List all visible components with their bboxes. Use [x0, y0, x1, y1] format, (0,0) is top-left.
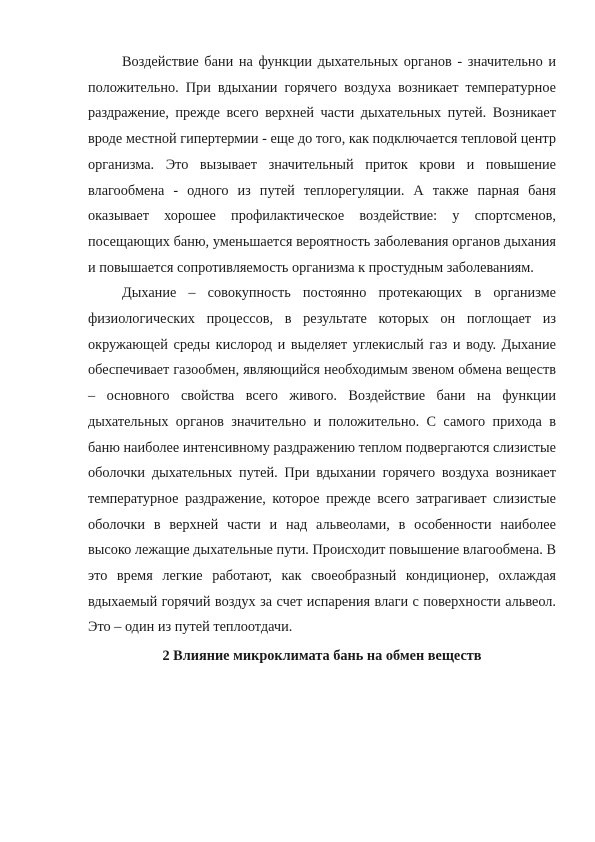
section-heading: 2 Влияние микроклимата бань на обмен веществ: [162, 648, 482, 665]
document-page: [88, 50, 556, 670]
paragraph-bath-effect-on-respiration: Воздействие бани на функции дыхательных органов - значительно и положительно. При вдыхании горячего воздуха возникает температурное раздражение, прежде всего верхней части дыхательных путей. Возникает вроде местной гипертермии - еще до того, как подключается тепловой центр организма. Это вызывает значительный приток крови и повышение влагообмена - одного из путей теплорегуляции. А также парная баня оказывает хорошее профилактическое воздействие: у спортсменов, посещающих баню, уменьшается вероятность заболевания органов дыхания и повышается сопротивляемость организма к простудным заболеваниям.: [88, 54, 556, 276]
paragraph-respiration-definition: Дыхание – совокупность постоянно протекающих в организме физиологических процессов, в результате которых он поглощает из окружающей среды кислород и выделяет углекислый газ и воду. Дыхание обеспечивает газообмен, являющийся необходимым звеном обмена веществ – основного свойства всего живого. Воздействие бани на функции дыхательных органов значительно и положительно. С самого прихода в баню наиболее интенсивному раздражению теплом подвергаются слизистые оболочки дыхательных путей. При вдыхании горячего воздуха возникает температурное раздражение, которое прежде всего затрагивает слизистые оболочки в верхней части и над альвеолами, в особенности наиболее высоко лежащие дыхательные пути. Происходит повышение влагообмена. В это время легкие работают, как своеобразный кондиционер, охлаждая вдыхаемый горячий воздух за счет испарения влаги с поверхности альвеол. Это – один из путей теплоотдачи.: [88, 285, 556, 636]
